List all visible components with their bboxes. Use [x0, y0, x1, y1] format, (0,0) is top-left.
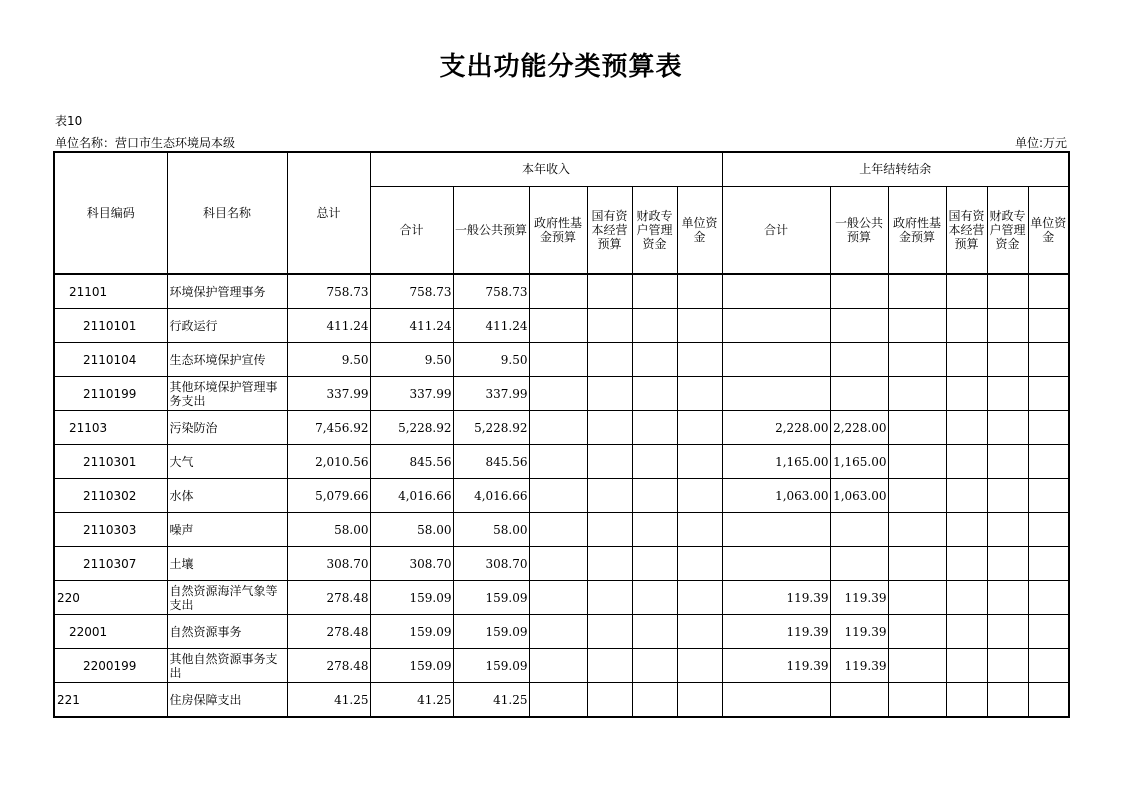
row-pri-general: 119.39 — [830, 581, 888, 615]
row-pri-sum — [722, 547, 830, 581]
table-row — [54, 615, 1069, 649]
row-name: 自然资源事务 — [167, 615, 287, 649]
row-cur-sum: 4,016.66 — [370, 479, 453, 513]
row-cur-general: 58.00 — [453, 513, 529, 547]
header-total: 总计 — [287, 152, 370, 274]
row-total: 7,456.92 — [287, 411, 370, 445]
row-code: 2110302 — [54, 479, 167, 513]
row-total: 308.70 — [287, 547, 370, 581]
row-code: 2110104 — [54, 343, 167, 377]
table-row — [54, 683, 1069, 718]
row-cur-sum: 159.09 — [370, 649, 453, 683]
row-total: 758.73 — [287, 274, 370, 309]
row-cur-general: 4,016.66 — [453, 479, 529, 513]
header-name: 科目名称 — [167, 152, 287, 274]
row-cur-general: 411.24 — [453, 309, 529, 343]
row-pri-sum: 1,165.00 — [722, 445, 830, 479]
table-row — [54, 479, 1069, 513]
row-cur-sum: 845.56 — [370, 445, 453, 479]
header-cur-gov-fund: 政府性基金预算 — [529, 186, 587, 274]
row-name: 住房保障支出 — [167, 683, 287, 718]
row-total: 41.25 — [287, 683, 370, 718]
row-pri-general — [830, 377, 888, 411]
header-pri-gov-fund: 政府性基金预算 — [888, 186, 946, 274]
row-name: 自然资源海洋气象等支出 — [167, 581, 287, 615]
header-cur-sum: 合计 — [370, 186, 453, 274]
row-code: 221 — [54, 683, 167, 718]
row-cur-general: 5,228.92 — [453, 411, 529, 445]
table-row — [54, 547, 1069, 581]
row-cur-general: 9.50 — [453, 343, 529, 377]
row-pri-sum — [722, 377, 830, 411]
row-pri-general — [830, 309, 888, 343]
row-cur-general: 159.09 — [453, 615, 529, 649]
row-cur-sum: 411.24 — [370, 309, 453, 343]
row-name: 噪声 — [167, 513, 287, 547]
table-row — [54, 581, 1069, 615]
row-pri-sum — [722, 683, 830, 718]
row-cur-sum: 159.09 — [370, 581, 453, 615]
row-code: 2110301 — [54, 445, 167, 479]
row-pri-sum — [722, 343, 830, 377]
table-row — [54, 309, 1069, 343]
budget-table — [53, 151, 1070, 718]
header-pri-general: 一般公共预算 — [830, 186, 888, 274]
row-total: 9.50 — [287, 343, 370, 377]
row-code: 22001 — [54, 615, 167, 649]
header-prior-carryover: 上年结转结余 — [722, 152, 1069, 186]
header-cur-general: 一般公共预算 — [453, 186, 529, 274]
row-cur-general: 337.99 — [453, 377, 529, 411]
table-row — [54, 649, 1069, 683]
table-body — [54, 274, 1069, 717]
row-pri-general: 2,228.00 — [830, 411, 888, 445]
row-total: 5,079.66 — [287, 479, 370, 513]
row-pri-general: 1,063.00 — [830, 479, 888, 513]
row-code: 2110307 — [54, 547, 167, 581]
row-cur-sum: 159.09 — [370, 615, 453, 649]
row-pri-sum — [722, 274, 830, 309]
row-cur-general: 845.56 — [453, 445, 529, 479]
row-pri-general: 1,165.00 — [830, 445, 888, 479]
unit-name: 单位名称：营口市生态环境局本级 — [55, 136, 236, 150]
row-pri-sum: 2,228.00 — [722, 411, 830, 445]
row-pri-general — [830, 343, 888, 377]
row-code: 2200199 — [54, 649, 167, 683]
table-row — [54, 343, 1069, 377]
table-row — [54, 377, 1069, 411]
row-pri-sum — [722, 513, 830, 547]
table-row — [54, 274, 1069, 309]
row-name: 其他环境保护管理事务支出 — [167, 377, 287, 411]
row-cur-general: 41.25 — [453, 683, 529, 718]
row-cur-general: 159.09 — [453, 649, 529, 683]
row-cur-general: 308.70 — [453, 547, 529, 581]
row-name: 污染防治 — [167, 411, 287, 445]
row-code: 220 — [54, 581, 167, 615]
header-code: 科目编码 — [54, 152, 167, 274]
row-code: 2110303 — [54, 513, 167, 547]
table-number: 表10 — [55, 114, 83, 128]
row-pri-sum: 119.39 — [722, 581, 830, 615]
table-row — [54, 513, 1069, 547]
row-code: 21101 — [54, 274, 167, 309]
row-cur-sum: 337.99 — [370, 377, 453, 411]
row-pri-general — [830, 683, 888, 718]
row-code: 2110199 — [54, 377, 167, 411]
header-pri-state-capital: 国有资本经营预算 — [946, 186, 987, 274]
currency-unit: 单位:万元 — [1014, 136, 1067, 150]
row-pri-general — [830, 274, 888, 309]
row-pri-sum: 119.39 — [722, 615, 830, 649]
page-title: 支出功能分类预算表 — [439, 52, 683, 82]
row-cur-general: 758.73 — [453, 274, 529, 309]
row-pri-sum: 119.39 — [722, 649, 830, 683]
row-pri-general: 119.39 — [830, 615, 888, 649]
row-total: 411.24 — [287, 309, 370, 343]
row-total: 2,010.56 — [287, 445, 370, 479]
header-pri-sum: 合计 — [722, 186, 830, 274]
row-name: 行政运行 — [167, 309, 287, 343]
row-pri-general — [830, 547, 888, 581]
row-name: 生态环境保护宣传 — [167, 343, 287, 377]
header-pri-unit-fund: 单位资金 — [1028, 186, 1069, 274]
row-code: 2110101 — [54, 309, 167, 343]
row-name: 水体 — [167, 479, 287, 513]
row-name: 大气 — [167, 445, 287, 479]
table-row — [54, 411, 1069, 445]
header-cur-fiscal-special: 财政专户管理资金 — [632, 186, 677, 274]
header-current-income: 本年收入 — [370, 152, 722, 186]
table-row — [54, 445, 1069, 479]
row-code: 21103 — [54, 411, 167, 445]
row-name: 其他自然资源事务支出 — [167, 649, 287, 683]
row-cur-sum: 5,228.92 — [370, 411, 453, 445]
header-cur-unit-fund: 单位资金 — [677, 186, 722, 274]
row-pri-sum: 1,063.00 — [722, 479, 830, 513]
row-name: 环境保护管理事务 — [167, 274, 287, 309]
row-total: 278.48 — [287, 581, 370, 615]
row-name: 土壤 — [167, 547, 287, 581]
row-total: 337.99 — [287, 377, 370, 411]
row-total: 278.48 — [287, 649, 370, 683]
row-pri-general — [830, 513, 888, 547]
row-cur-sum: 41.25 — [370, 683, 453, 718]
row-cur-general: 159.09 — [453, 581, 529, 615]
header-cur-state-capital: 国有资本经营预算 — [587, 186, 632, 274]
row-pri-sum — [722, 309, 830, 343]
row-pri-general: 119.39 — [830, 649, 888, 683]
row-cur-sum: 58.00 — [370, 513, 453, 547]
row-cur-sum: 9.50 — [370, 343, 453, 377]
row-total: 58.00 — [287, 513, 370, 547]
row-total: 278.48 — [287, 615, 370, 649]
header-pri-fiscal-special: 财政专户管理资金 — [987, 186, 1028, 274]
row-cur-sum: 758.73 — [370, 274, 453, 309]
row-cur-sum: 308.70 — [370, 547, 453, 581]
